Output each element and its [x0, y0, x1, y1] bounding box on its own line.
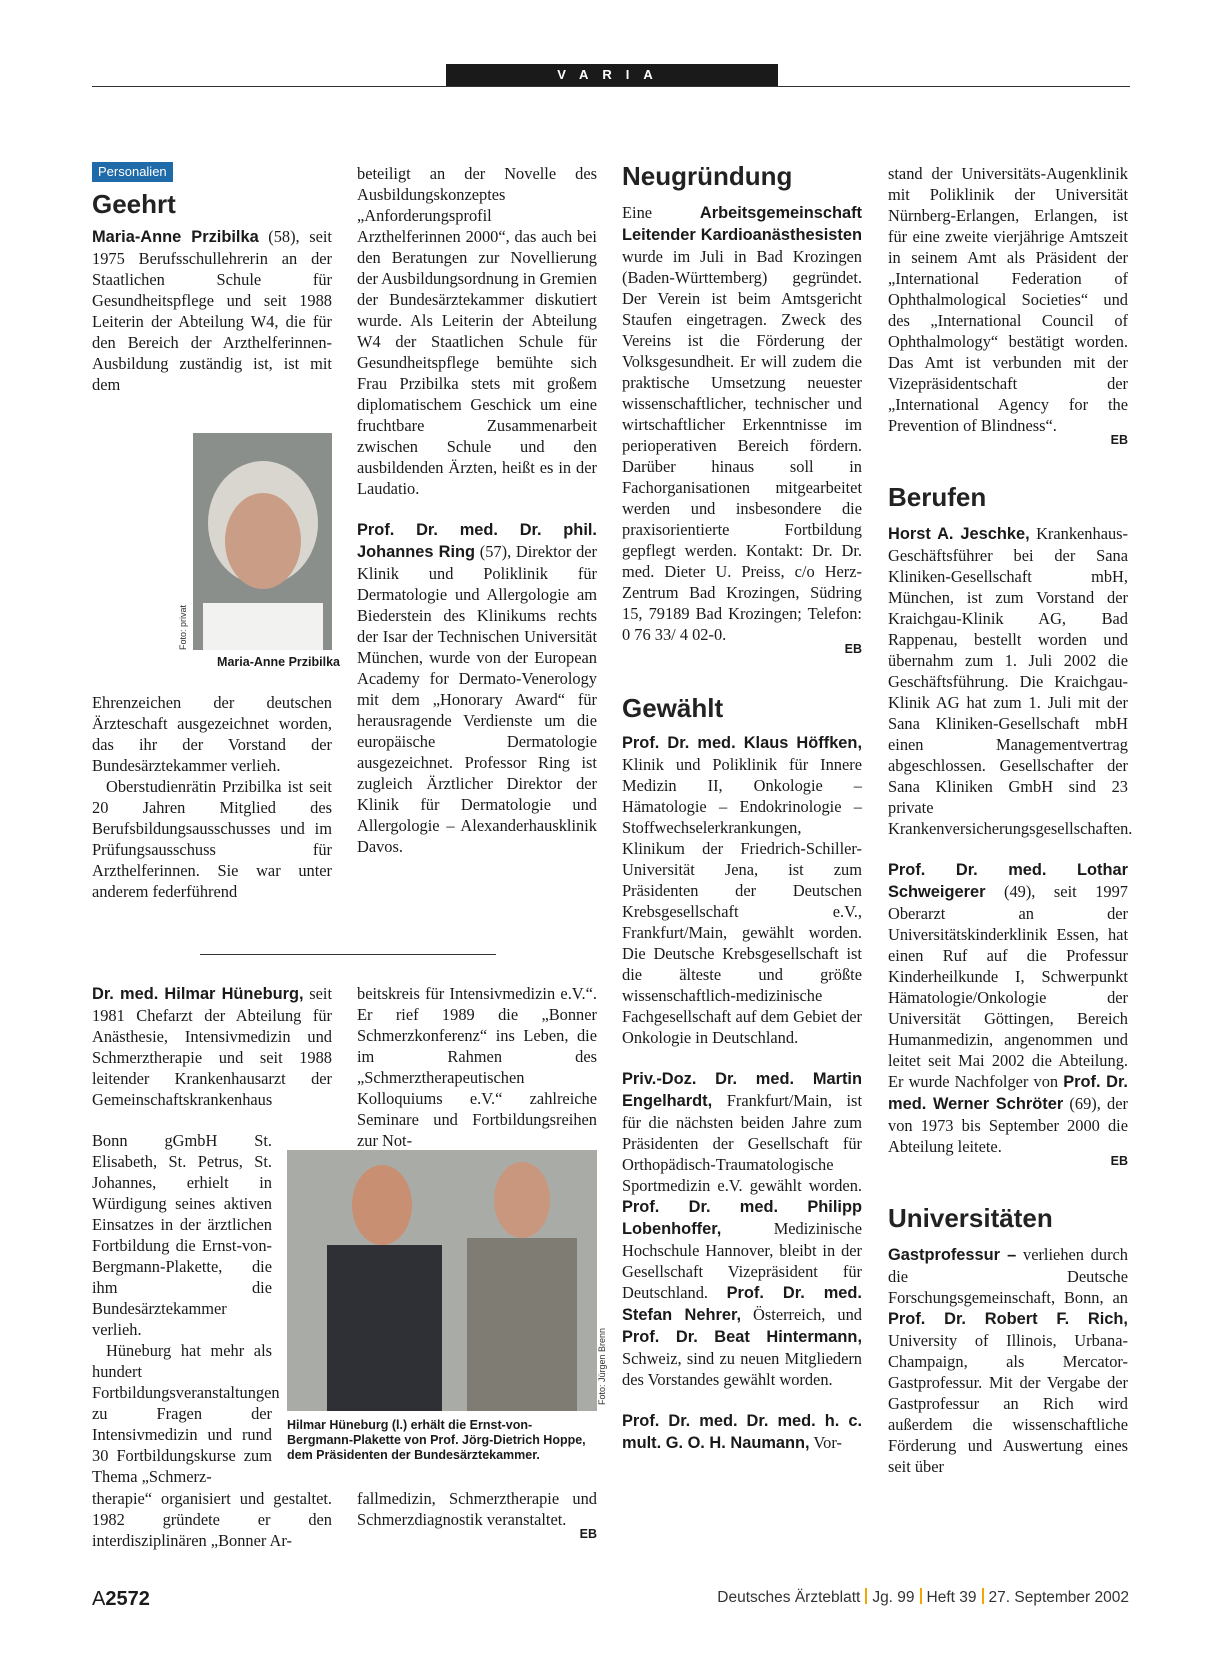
- column-4: [888, 163, 1133, 1477]
- column-1: [92, 160, 332, 395]
- column-3: [622, 160, 862, 1454]
- person-name: Prof. Dr. med. Stefan Nehrer,: [622, 1284, 862, 1324]
- paragraph-przibilka-2: Ehrenzeichen der deutschen Ärzteschaft ausgezeichnet worden, das ihr der Vorstand der Bundesärztekammer verlieh.: [92, 693, 332, 775]
- person-name: Prof. Dr. Robert F. Rich,: [888, 1310, 1128, 1328]
- award-photo-caption: Hilmar Hüneburg (l.) erhält die Ernst-von-Bergmann-Plakette von Prof. Jörg-Dietrich Hoppe, dem Präsidenten der Bundesärztekammer.: [287, 1418, 586, 1462]
- paragraph-przibilka-1: [92, 226, 332, 395]
- author-mark: EB: [1110, 433, 1128, 447]
- paragraph-hueneburg-2: Bonn gGmbH St. Elisabeth, St. Petrus, St. Johannes, erhielt in Würdigung seines aktiven Einsatzes in der ärztlichen Fortbildung die Ernst-von-Bergmann-Plakette, die ihm die Bundesärztekammer verlieh.: [92, 1131, 272, 1339]
- person-name: Prof. Dr. med. Dr. phil. Johannes Ring: [357, 521, 597, 561]
- author-mark: EB: [1110, 1154, 1128, 1168]
- hueneburg-right-top: [357, 983, 597, 1151]
- heading-berufen: Berufen: [888, 482, 987, 512]
- journal-name: Deutsches Ärzteblatt: [717, 1589, 861, 1606]
- label-gastprofessur: Gastprofessur –: [888, 1246, 1017, 1264]
- heading-universitaeten: Universitäten: [888, 1203, 1053, 1233]
- category-tag: Personalien: [92, 162, 173, 182]
- header-rule: [92, 86, 1130, 87]
- paragraph-text: Schweiz, sind zu neuen Mitgliedern des Vorstandes gewählt worden.: [622, 1349, 862, 1389]
- paragraph-naumann-cont: stand der Universitäts-Augenklinik mit Poliklinik der Universität Nürnberg-Erlangen, Erlangen, ist für eine zweite vierjährige Amtszeit in seinem Amt als Präsident der „International Federation of Ophthalmological Societies“ und des „International Council of Ophthalmology“ bestätigt worden. Das Amt ist verbunden mit der Vizepräsidentschaft der „International Agency for the Prevention of Blindness“.: [888, 164, 1128, 435]
- divider: [200, 954, 496, 955]
- separator: [865, 1588, 867, 1604]
- paragraph-text: Vor-: [809, 1433, 842, 1452]
- hueneburg-left-bottom: [92, 1488, 332, 1551]
- volume: Jg. 99: [872, 1589, 915, 1606]
- photo-credit: Foto: privat: [178, 604, 188, 650]
- paragraph-przibilka-3: Oberstudienrätin Przibilka ist seit 20 Jahren Mitglied des Berufsbildungsausschusses und im Prüfungsausschuss für Arzthelferinnen. Sie war unter anderem federführend: [92, 777, 332, 901]
- paragraph-text: Österreich, und: [741, 1305, 862, 1324]
- paragraph-text: University of Illinois, Urbana-Champaign, als Mercator-Gastprofessur. Mit der Vergabe der Gastprofessur an Rich wird außerdem die wissenschaftliche Förderung und Auswertung eines seit über: [888, 1331, 1128, 1476]
- hueneburg-left-top: [92, 983, 332, 1110]
- award-photo: [287, 1150, 597, 1411]
- separator: [982, 1588, 984, 1604]
- paragraph-naumann: [622, 1410, 862, 1454]
- paragraph-hueneburg-1: [92, 983, 332, 1110]
- paragraph-engelhardt: [622, 1068, 862, 1390]
- person-name: Maria-Anne Przibilka: [92, 228, 259, 246]
- paragraph-text: seit 1981 Chefarzt der Abteilung für Anästhesie, Intensivmedizin und Schmerztherapie und seit 1988 leitender Krankenhausarzt der Gemeinschaftskrankenhaus: [92, 984, 333, 1109]
- paragraph-text: Krankenhaus-Geschäftsführer bei der Sana Kliniken-Gesellschaft mbH, München, ist zum Vorstand der Kraichgau-Klinik AG, Bad Rappenau, bestellt worden und übernahm zum 1. Juli 2002 die Geschäftsführung. Die Kraichgau-Klinik AG hat zum 1. Juli mit der Sana Kliniken-Gesellschaft mbH einen Managementvertrag abgeschlossen. Gesellschafter der Sana Kliniken GmbH sind 23 private Krankenversicherungsgesellschaften.: [888, 524, 1133, 838]
- section-header: VARIA: [446, 64, 778, 86]
- separator: [920, 1588, 922, 1604]
- paragraph-novelle: beteiligt an der Novelle des Ausbildungskonzeptes „Anforderungsprofil Arzthelferinnen 2000“, das auch bei den Beratungen zur Novellierung der Ausbildungsordnung in Gremien der Bundesärztekammer diskutiert wurde. Als Leiterin der Abteilung W4 der Staatlichen Schule für Gesundheitspflege bemühte sich Frau Przibilka stets mit großem diplomatischem Geschick um eine fruchtbare Zusammenarbeit zwischen Schule und den ausbildenden Ärzten, heißt es in der Laudatio.: [357, 164, 597, 498]
- person-name: Prof. Dr. med. Klaus Höffken,: [622, 734, 862, 752]
- paragraph-rich: [888, 1244, 1128, 1477]
- column-1-continued: [92, 692, 332, 902]
- paragraph-hueneburg-6: fallmedizin, Schmerztherapie und Schmerzdiagnostik veranstaltet.: [357, 1489, 597, 1529]
- paragraph-text: (57), Direktor der Klinik und Poliklinik für Dermatologie und Allergologie am Biederstein des Klinikums rechts der Isar der Technischen Universität München, wurde von der European Academy for Dermato-Venerology mit dem „Honorary Award“ für herausragende Verdienste um die europäische Dermatologie ausgezeichnet. Professor Ring ist zugleich Ärztlicher Direktor der Klinik für Dermatologie und Allergologie – Alexanderhausklinik Davos.: [357, 542, 598, 856]
- issue-date: 27. September 2002: [988, 1589, 1129, 1606]
- author-mark: EB: [579, 1527, 597, 1541]
- person-name: Dr. med. Hilmar Hüneburg,: [92, 985, 304, 1003]
- paragraph-text: (49), seit 1997 Oberarzt an der Universitätskinderklinik Essen, hat einen Ruf auf die Professur Kinderheilkunde I, Schwerpunkt Hämatologie/Onkologie der Universität Göttingen, Bereich Humanmedizin, angenommen und leitet seit Mai 2002 die Abteilung. Er wurde Nachfolger von: [888, 882, 1128, 1091]
- paragraph-text: wurde im Juli in Bad Krozingen (Baden-Württemberg) gegründet. Der Verein ist beim Amtsgericht Staufen eingetragen. Zweck des Vereins ist die Förderung der Volksgesundheit. Er will zudem die praktische Umsetzung neuester wissenschaftlicher, technischer und wirtschaftlicher Erkenntnisse im perioperativen Bereich fördern. Darüber hinaus soll in Fachorganisationen mitgearbeitet werden und insbesondere die praxisorientierte Fortbildung gepflegt werden. Kontakt: Dr. Dr. med. Dieter U. Preiss, c/o Herz-Zentrum Bad Krozingen, Südring 15, 79189 Bad Krozingen; Telefon: 0 76 33/ 4 02-0.: [622, 247, 862, 644]
- hueneburg-right-bottom: [357, 1488, 597, 1541]
- author-mark: EB: [844, 642, 862, 656]
- paragraph-ring: [357, 519, 597, 857]
- page-prefix: A: [92, 1588, 106, 1610]
- paragraph-hueneburg-5: beitskreis für Intensivmedizin e.V.“. Er rief 1989 die „Bonner Schmerzkonferenz“ ins Leben, die im Rahmen des „Schmerztherapeutischen Kolloquiums e.V.“ zahlreiche Seminare und Fortbildungsreihen zur Not-: [357, 984, 597, 1150]
- photo-caption: Maria-Anne Przibilka: [217, 655, 340, 669]
- person-name: Horst A. Jeschke,: [888, 525, 1030, 543]
- journal-footer: [717, 1588, 1129, 1607]
- paragraph-text: (58), seit 1975 Berufsschullehrerin an der Staatlichen Schule für Gesundheitspflege und seit 1988 Leiterin der Abteilung W4, die für den Bereich der Arzthelferinnen-Ausbildung zuständig ist, ist mit dem: [92, 227, 332, 394]
- column-2: [357, 163, 597, 857]
- issue: Heft 39: [926, 1589, 977, 1606]
- person-name: Prof. Dr. med. Werner Schröter: [888, 1073, 1128, 1113]
- person-name: Prof. Dr. Beat Hintermann,: [622, 1328, 862, 1346]
- page-number: [92, 1588, 150, 1611]
- photo-credit: Foto: Jürgen Brenn: [597, 1327, 607, 1405]
- heading-geehrt: Geehrt: [92, 189, 176, 219]
- paragraph-text: Klinik und Poliklinik für Innere Medizin II, Onkologie – Hämatologie – Endokrinologie – Stoffwechselerkrankungen, Klinikum der Friedrich-Schiller-Universität Jena, ist zum Präsidenten der Deutschen Krebsgesellschaft e.V., Frankfurt/Main, gewählt worden. Die Deutsche Krebsgesellschaft ist die älteste und größte wissenschaftlich-medizinische Fachgesellschaft auf dem Gebiet der Onkologie in Deutschland.: [622, 755, 862, 1047]
- paragraph-hueneburg-4: therapie“ organisiert und gestaltet. 1982 gründete er den interdisziplinären „Bonner Ar-: [92, 1489, 332, 1550]
- person-name: Prof. Dr. med. Lothar Schweigerer: [888, 861, 1128, 901]
- page-number-value: 2572: [105, 1588, 150, 1610]
- heading-gewaehlt: Gewählt: [622, 693, 724, 723]
- hueneburg-left-narrow: [92, 1130, 280, 1487]
- portrait-photo: [193, 433, 332, 650]
- person-name: Prof. Dr. med. Philipp Lobenhoffer,: [622, 1198, 862, 1238]
- paragraph-text: (69), der von 1973 bis September 2000 die Abteilung leitete.: [888, 1094, 1128, 1156]
- paragraph-text: Medizinische Hochschule Hannover, bleibt in der Gesellschaft Vizepräsident für Deutschland.: [622, 1219, 862, 1302]
- paragraph-text: Frankfurt/Main, ist für die nächsten beiden Jahre zum Präsidenten der Gesellschaft für Orthopädisch-Traumatologische Sportmedizin e.V. gewählt worden.: [622, 1091, 862, 1195]
- paragraph-neugruendung: [622, 202, 862, 645]
- person-name: Prof. Dr. med. Dr. med. h. c. mult. G. O. H. Naumann,: [622, 1412, 862, 1452]
- paragraph-schweigerer: [888, 859, 1128, 1157]
- organization-name: Arbeitsgemeinschaft Leitender Kardioanästhesisten: [622, 204, 862, 244]
- heading-neugruendung: Neugründung: [622, 161, 793, 191]
- paragraph-text: verliehen durch die Deutsche Forschungsgemeinschaft, Bonn, an: [888, 1245, 1128, 1307]
- paragraph-hueneburg-3: Hüneburg hat mehr als hundert Fortbildungsveranstaltungen zu Fragen der Intensivmedizin und rund 30 Fortbildungskurse zum Thema „Schmerz-: [92, 1341, 280, 1486]
- paragraph-hoeffken: [622, 732, 862, 1048]
- person-name: Priv.-Doz. Dr. med. Martin Engelhardt,: [622, 1070, 862, 1110]
- paragraph-jeschke: [888, 523, 1133, 839]
- paragraph-text: Eine: [622, 203, 700, 222]
